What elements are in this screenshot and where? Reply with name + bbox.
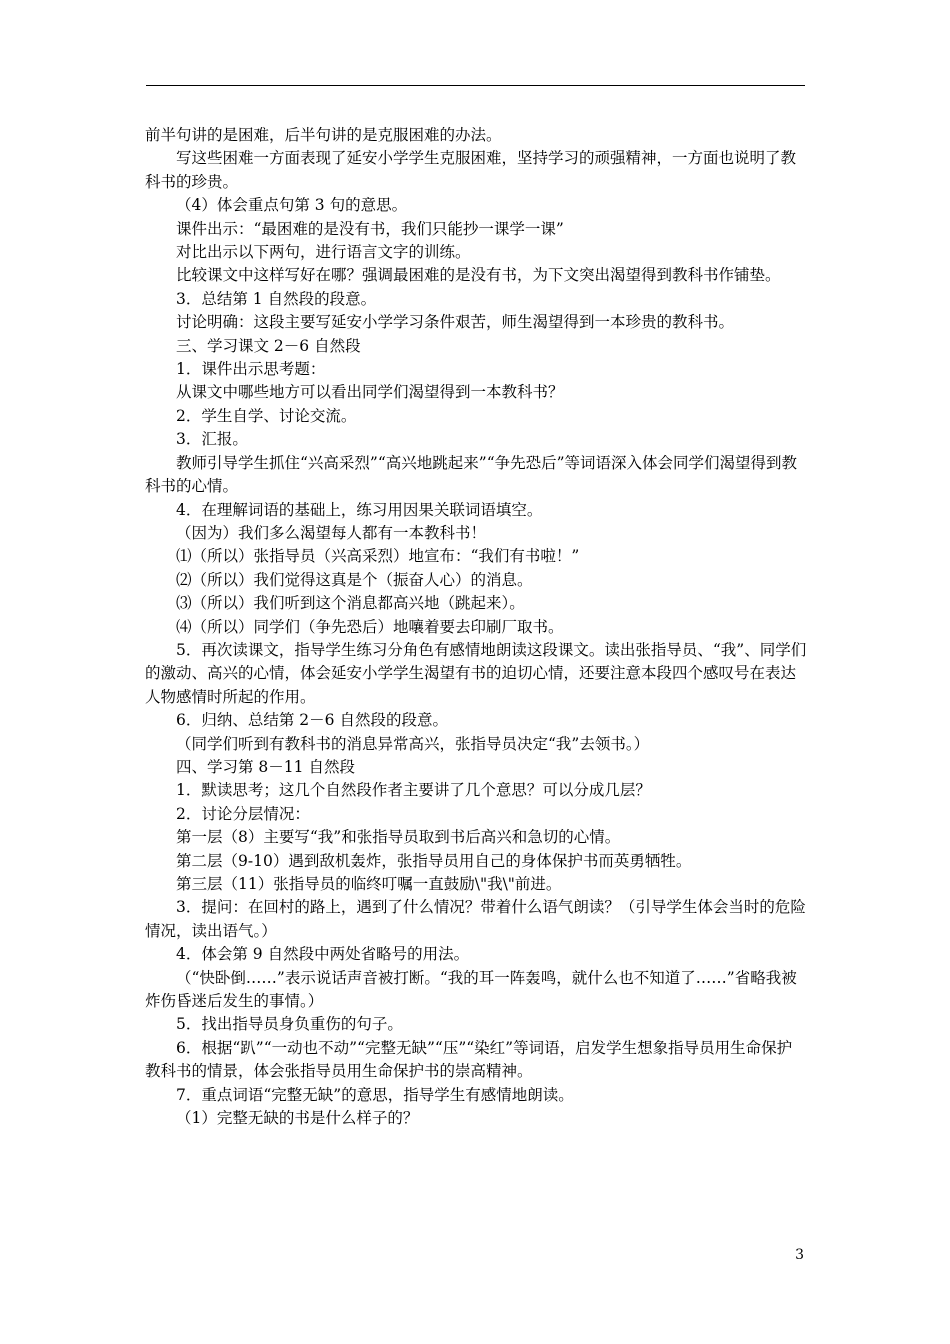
paragraph: （“快卧倒……”表示说话声音被打断。“我的耳一阵轰鸣，就什么也不知道了……”省略我被炸伤昏迷后发生的事情。） — [145, 968, 797, 1011]
paragraph: （1）完整无缺的书是什么样子的？ — [176, 1109, 419, 1128]
page-number: 3 — [795, 1247, 804, 1263]
paragraph: 6．根据“趴”“一动也不动”“完整无缺”“压”“染红”等词语，启发学生想象指导员用生命保护教科书的情景，体会张指导员用生命保护书的崇高精神。 — [145, 1038, 793, 1081]
paragraph: 前半句讲的是困难，后半句讲的是克服困难的办法。 — [145, 126, 502, 144]
paragraph: ⑴（所以）张指导员（兴高采烈）地宣布：“我们有书啦！” — [176, 547, 580, 566]
paragraph: 3．汇报。 — [176, 430, 248, 449]
paragraph: 讨论明确：这段主要写延安小学学习条件艰苦，师生渴望得到一本珍贵的教科书。 — [176, 313, 735, 332]
paragraph: 第一层（8）主要写“我”和张指导员取到书后高兴和急切的心情。 — [176, 828, 621, 847]
paragraph: 1．课件出示思考题： — [176, 360, 326, 379]
paragraph: （同学们听到有教科书的消息异常高兴，张指导员决定“我”去领书。） — [176, 734, 650, 753]
paragraph: 从课文中哪些地方可以看出同学们渴望得到一本教科书？ — [176, 383, 564, 402]
paragraph: 课件出示：“最困难的是没有书，我们只能抄一课学一课” — [176, 219, 564, 238]
paragraph: 第三层（11）张指导员的临终叮嘱一直鼓励\"我\"前进。 — [176, 875, 562, 893]
paragraph: 6．归纳、总结第 2－6 自然段的段意。 — [176, 711, 448, 730]
paragraph: 3．提问：在回村的路上，遇到了什么情况？带着什么语气朗读？（引导学生体会当时的危险情况，读出语气。） — [145, 898, 806, 940]
paragraph: 2．学生自学、讨论交流。 — [176, 406, 357, 425]
paragraph: 第二层（9-10）遇到敌机轰炸，张指导员用自己的身体保护书而英勇牺牲。 — [176, 851, 692, 870]
paragraph: 2．讨论分层情况： — [176, 804, 310, 823]
document-body — [145, 124, 807, 1130]
paragraph: 写这些困难一方面表现了延安小学学生克服困难，坚持学习的顽强精神，一方面也说明了教科书的珍贵。 — [145, 149, 797, 191]
paragraph: （因为）我们多么渴望每人都有一本教科书！ — [176, 523, 487, 542]
paragraph: （4）体会重点句第 3 句的意思。 — [176, 196, 408, 215]
paragraph: 5．再次读课文，指导学生练习分角色有感情地朗读这段课文。读出张指导员、“我”、同学们的激动、高兴的心情，体会延安小学学生渴望有书的迫切心情，还要注意本段四个感叹号在表达人物感情时所起的作用。 — [145, 640, 807, 706]
paragraph: ⑷（所以）同学们（争先恐后）地嚷着要去印刷厂取书。 — [176, 617, 564, 636]
paragraph: 4．在理解词语的基础上，练习用因果关联词语填空。 — [176, 500, 543, 519]
paragraph: 4．体会第 9 自然段中两处省略号的用法。 — [176, 945, 470, 964]
paragraph: 对比出示以下两句，进行语言文字的训练。 — [176, 243, 471, 262]
paragraph: 5．找出指导员身负重伤的句子。 — [176, 1015, 403, 1034]
paragraph: 四、学习第 8－11 自然段 — [176, 757, 355, 776]
paragraph: 教师引导学生抓住“兴高采烈”“高兴地跳起来”“争先恐后”等词语深入体会同学们渴望得到教科书的心情。 — [145, 453, 798, 496]
paragraph: 7．重点词语“完整无缺”的意思，指导学生有感情地朗读。 — [176, 1085, 574, 1104]
paragraph: 1．默读思考；这几个自然段作者主要讲了几个意思？可以分成几层？ — [176, 781, 651, 800]
paragraph: 三、学习课文 2－6 自然段 — [176, 336, 361, 355]
paragraph: ⑶（所以）我们听到这个消息都高兴地（跳起来）。 — [176, 594, 525, 613]
paragraph: ⑵（所以）我们觉得这真是个（振奋人心）的消息。 — [176, 570, 533, 589]
paragraph: 3．总结第 1 自然段的段意。 — [176, 289, 377, 308]
paragraph: 比较课文中这样写好在哪？强调最困难的是没有书，为下文突出渴望得到教科书作铺垫。 — [176, 266, 781, 285]
header-rule — [146, 85, 805, 86]
